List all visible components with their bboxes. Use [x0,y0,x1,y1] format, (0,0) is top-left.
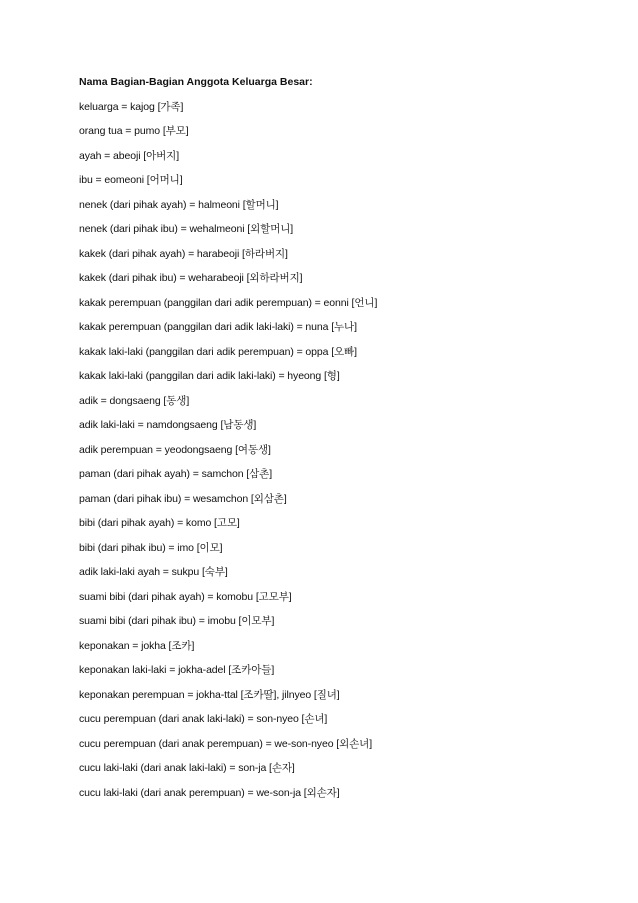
entry-adik-perempuan: adik perempuan = yeodongsaeng [여동생] [79,443,271,456]
entry-keponakan-perempuan: keponakan perempuan = jokha-ttal [조카딸], jilnyeo [질녀] [79,688,340,701]
entry-adik-laki-laki: adik laki-laki = namdongsaeng [남동생] [79,419,257,431]
entry-nenek-ayah: nenek (dari pihak ayah) = halmeoni [할머니] [79,198,279,211]
entry-keponakan: keponakan = jokha [조카] [79,639,195,652]
entry-ibu: ibu = eomeoni [어머니] [79,174,183,186]
entry-cucu-laki-perempuan: cucu laki-laki (dari anak perempuan) = we-son-ja [외손자] [79,786,340,799]
entry-keponakan-laki-laki: keponakan laki-laki = jokha-adel [조카아들] [79,664,275,676]
entry-komobu: suami bibi (dari pihak ayah) = komobu [고모부] [79,590,292,603]
entry-kakek-ibu: kakek (dari pihak ibu) = weharabeoji [외하라버지] [79,272,303,284]
entry-cucu-perempuan-perempuan: cucu perempuan (dari anak perempuan) = we-son-nyeo [외손녀] [79,737,373,750]
entry-adik: adik = dongsaeng [동생] [79,394,190,407]
entry-paman-ayah: paman (dari pihak ayah) = samchon [삼촌] [79,468,273,480]
document-title: Nama Bagian-Bagian Anggota Keluarga Besar: [79,76,313,88]
entry-nuna: kakak perempuan (panggilan dari adik laki-laki) = nuna [누나] [79,321,357,333]
entry-eonni: kakak perempuan (panggilan dari adik perempuan) = eonni [언니] [79,296,378,309]
entry-keluarga: keluarga = kajog [가족] [79,100,184,113]
entry-cucu-perempuan-laki: cucu perempuan (dari anak laki-laki) = son-nyeo [손녀] [79,713,328,725]
entry-imobu: suami bibi (dari pihak ibu) = imobu [이모부] [79,615,275,627]
entry-oppa: kakak laki-laki (panggilan dari adik perempuan) = oppa [오빠] [79,345,357,358]
entry-bibi-ayah: bibi (dari pihak ayah) = komo [고모] [79,517,240,529]
document-page [79,75,619,810]
entry-sukpu: adik laki-laki ayah = sukpu [숙부] [79,566,228,578]
entry-orang-tua: orang tua = pumo [부모] [79,125,189,137]
entry-nenek-ibu: nenek (dari pihak ibu) = wehalmeoni [외할머니] [79,223,294,235]
entry-bibi-ibu: bibi (dari pihak ibu) = imo [이모] [79,541,223,554]
entry-ayah: ayah = abeoji [아버지] [79,149,180,162]
entry-kakek-ayah: kakek (dari pihak ayah) = harabeoji [하라버지] [79,247,288,260]
entry-hyeong: kakak laki-laki (panggilan dari adik laki-laki) = hyeong [형] [79,370,340,382]
entry-cucu-laki-laki: cucu laki-laki (dari anak laki-laki) = son-ja [손자] [79,762,295,774]
entry-paman-ibu: paman (dari pihak ibu) = wesamchon [외삼촌] [79,492,287,505]
